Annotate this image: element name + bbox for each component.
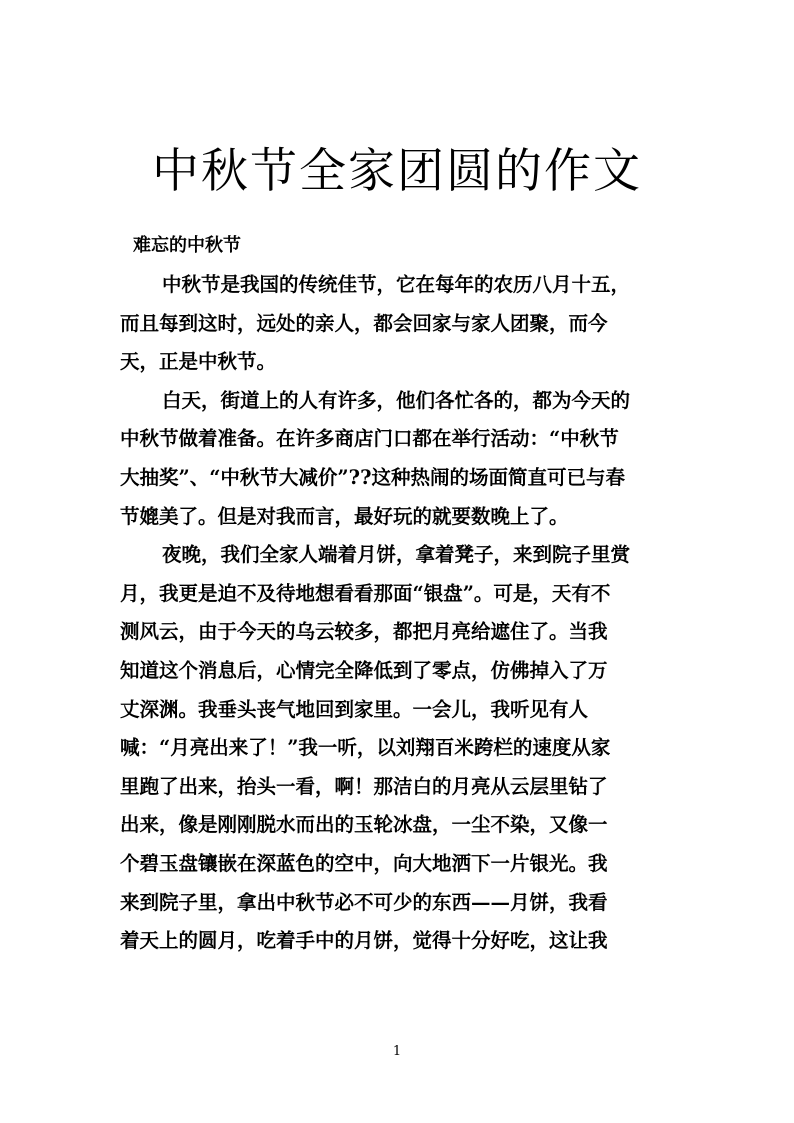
- text-line: 知道这个消息后，心情完全降低到了零点，仿佛掉入了万: [120, 658, 608, 682]
- text-line: 而且每到这时，远处的亲人，都会回家与家人团聚，而今: [120, 311, 608, 335]
- text-line: 中秋节做着准备。在许多商店门口都在举行活动：“中秋节: [120, 427, 619, 451]
- text-line: 里跑了出来，抬头一看，啊！那洁白的月亮从云层里钻了: [120, 774, 608, 798]
- text-line: 大抽奖”、“中秋节大减价”??这种热闹的场面简直可已与春: [120, 465, 626, 489]
- text-line: 着天上的圆月，吃着手中的月饼，觉得十分好吃，这让我: [120, 929, 608, 953]
- text-line: 个碧玉盘镶嵌在深蓝色的空中，向大地洒下一片银光。我: [120, 851, 608, 875]
- text-line: 出来，像是刚刚脱水而出的玉轮冰盘，一尘不染，又像一: [120, 813, 608, 837]
- page-number: 1: [392, 1044, 402, 1059]
- text-line: 节媲美了。但是对我而言，最好玩的就要数晚上了。: [120, 504, 569, 528]
- text-line: 天，正是中秋节。: [120, 350, 277, 374]
- text-line: 中秋节是我国的传统佳节，它在每年的农历八月十五，: [162, 273, 631, 296]
- text-line: 测风云，由于今天的乌云较多，都把月亮给遮住了。当我: [120, 620, 608, 644]
- text-line: 夜晚，我们全家人端着月饼，拿着凳子，来到院子里赏: [162, 543, 631, 567]
- essay-body: [120, 266, 675, 961]
- document-title: 中秋节全家团圆的作文: [152, 144, 642, 199]
- text-line: 来到院子里，拿出中秋节必不可少的东西——月饼，我看: [120, 890, 608, 914]
- text-line: 月，我更是迫不及待地想看看那面“银盘”。可是，天有不: [120, 581, 611, 605]
- text-line: 丈深渊。我垂头丧气地回到家里。一会儿，我听见有人: [120, 697, 589, 721]
- text-line: 喊：“月亮出来了！”我一听，以刘翔百米跨栏的速度从家: [120, 736, 611, 760]
- text-line: 白天，街道上的人有许多，他们各忙各的，都为今天的: [162, 388, 631, 412]
- document-subtitle: 难忘的中秋节: [133, 235, 241, 256]
